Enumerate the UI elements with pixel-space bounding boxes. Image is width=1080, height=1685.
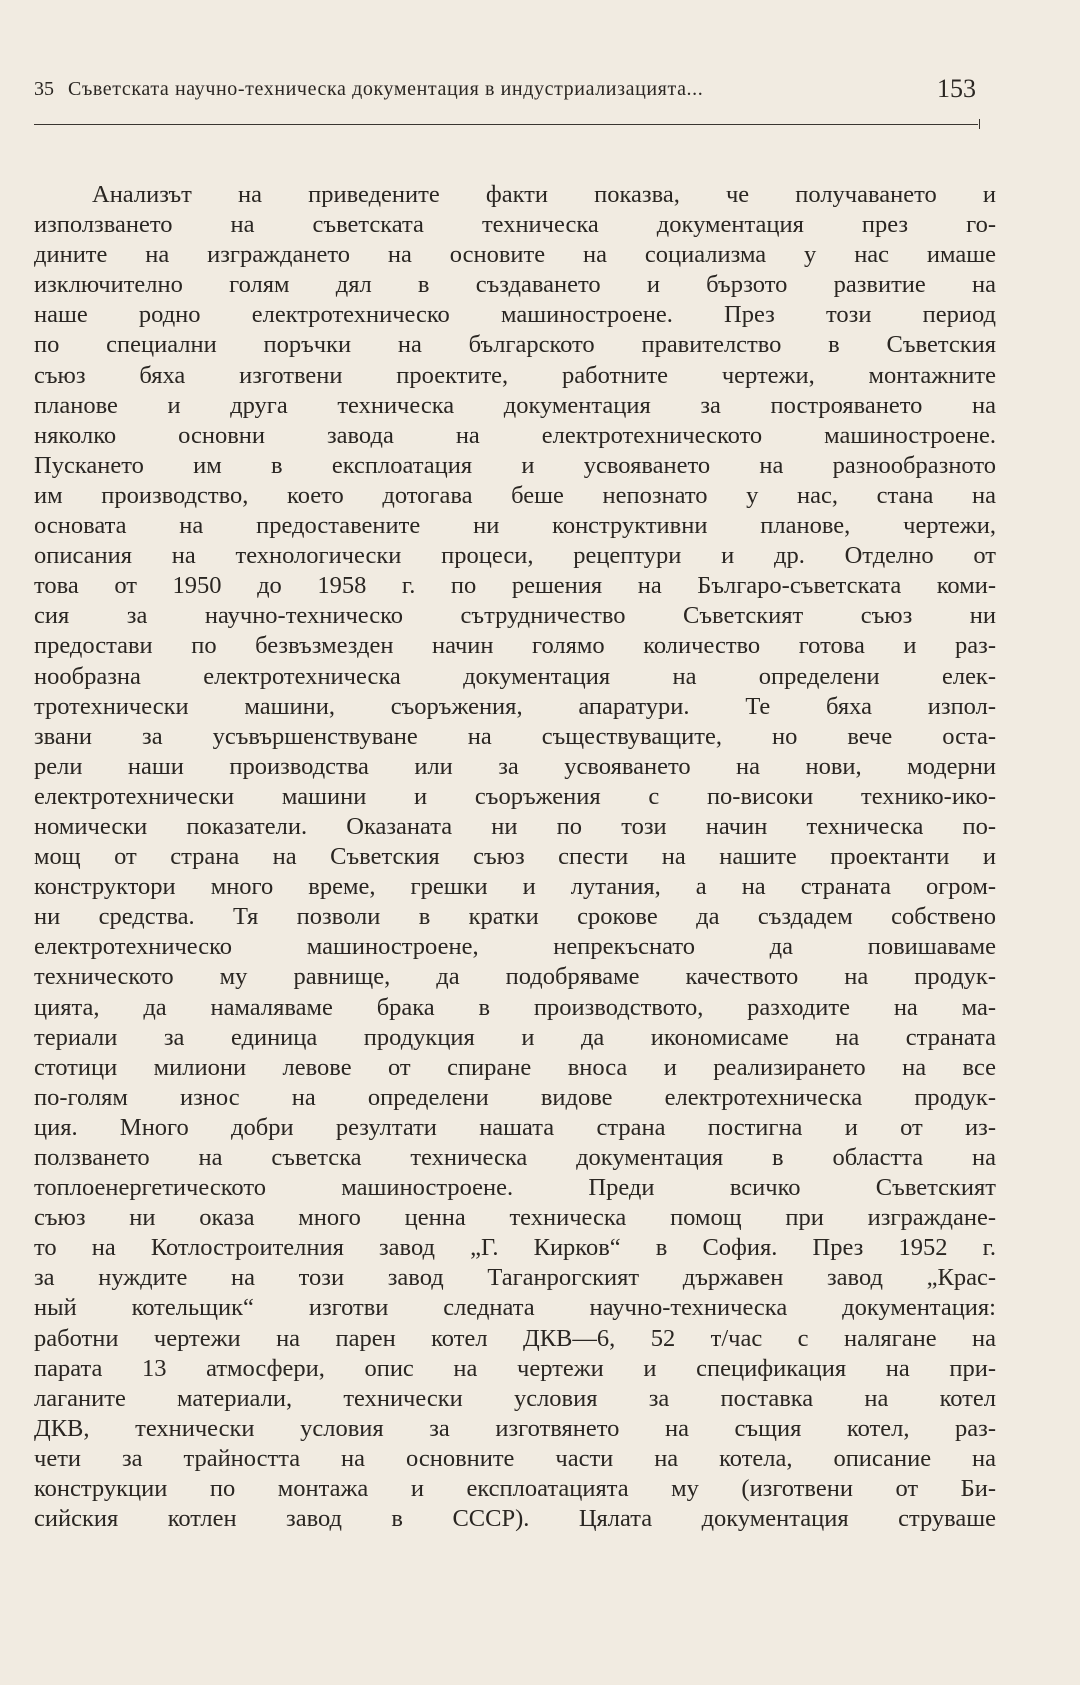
text-line: конструкции по монтажа и експлоатацията му (изготвени от Би- [34, 1475, 996, 1503]
chapter-number: 35 [34, 78, 54, 100]
text-line: няколко основни завода на електротехническото машиностроене. [34, 421, 996, 449]
text-line: териали за единица продукция и да икономисаме на страната [34, 1023, 996, 1051]
page-number: 153 [937, 74, 976, 103]
text-line: съюз ни оказа много ценна техническа помощ при изграждане- [34, 1204, 996, 1232]
text-line: техническото му равнище, да подобряваме качеството на продук- [34, 963, 996, 991]
text-line: за нуждите на този завод Таганрогският държавен завод „Крас- [34, 1264, 996, 1292]
text-line: използването на съветската техническа документация през го- [34, 211, 996, 239]
text-line: електротехническо машиностроене, непрекъснато да повишаваме [34, 933, 996, 961]
running-header [34, 74, 982, 112]
body-text [34, 180, 996, 1534]
text-line: дините на изграждането на основите на социализма у нас имаше [34, 241, 996, 269]
text-line: Анализът на приведените факти показва, че получаването и [92, 181, 996, 208]
text-line: ный котельщик“ изготви следната научно-техническа документация: [34, 1294, 996, 1322]
text-line: ДКВ, технически условия за изготвянето на същия котел, раз- [34, 1414, 996, 1442]
text-line: лаганите материали, технически условия за поставка на котел [34, 1384, 996, 1412]
text-line: цията, да намаляваме брака в производството, разходите на ма- [34, 993, 996, 1021]
text-line: то на Котлостроителния завод „Г. Кирков“ в София. През 1952 г. [34, 1234, 996, 1262]
text-line: парата 13 атмосфери, опис на чертежи и спецификация на при- [34, 1354, 996, 1382]
text-line: ция. Много добри резултати нашата страна постигна и от из- [34, 1113, 996, 1141]
text-line: мощ от страна на Съветския съюз спести на нашите проектанти и [34, 843, 996, 871]
text-line: планове и друга техническа документация за построяването на [34, 391, 996, 419]
text-line: рели наши производства или за усвояването на нови, модерни [34, 752, 996, 780]
text-line: ползването на съветска техническа документация в областта на [34, 1144, 996, 1171]
text-line: наше родно електротехническо машиностроене. През този период [34, 301, 996, 329]
running-title: Съветската научно-техническа документация в индустриализацията... [68, 78, 704, 100]
text-line: чети за трайността на основните части на котела, описание на [34, 1444, 996, 1472]
text-line: нообразна електротехническа документация на определени елек- [34, 662, 996, 690]
text-line: работни чертежи на парен котел ДКВ—6, 52 т/час с налягане на [34, 1324, 996, 1352]
text-line: сия за научно-техническо сътрудничество Съветският съюз ни [34, 602, 996, 630]
header-rule-end-tick [979, 119, 980, 129]
text-line: предостави по безвъзмезден начин голямо количество готова и раз- [34, 632, 996, 660]
text-line: номически показатели. Оказаната ни по този начин техническа по- [34, 812, 996, 840]
text-line: звани за усъвършенствуване на съществуващите, но вече оста- [34, 722, 996, 750]
text-line: Пускането им в експлоатация и усвояването на разнообразното [34, 451, 996, 479]
text-line: по специални поръчки на българското правителство в Съветския [34, 331, 996, 359]
text-line: топлоенергетическото машиностроене. Преди всичко Съветският [34, 1174, 996, 1202]
text-line: им производство, което дотогава беше непознато у нас, стана на [34, 481, 996, 509]
text-line: стотици милиони левове от спиране вноса и реализирането на все [34, 1053, 996, 1081]
text-line: съюз бяха изготвени проектите, работните чертежи, монтажните [34, 361, 996, 389]
text-line: това от 1950 до 1958 г. по решения на Българо-съветската коми- [34, 572, 996, 600]
text-line: основата на предоставените ни конструктивни планове, чертежи, [34, 512, 996, 540]
text-line: електротехнически машини и съоръжения с по-високи технико-ико- [34, 782, 996, 810]
text-line: сийския котлен завод в СССР). Цялата документация струваше [34, 1505, 996, 1533]
text-line: конструктори много време, грешки и лутания, а на страната огром- [34, 873, 996, 901]
text-line: изключително голям дял в създаването и бързото развитие на [34, 271, 996, 299]
text-line: описания на технологически процеси, рецептури и др. Отделно от [34, 542, 996, 570]
text-line: по-голям износ на определени видове електротехническа продук- [34, 1083, 996, 1111]
header-rule [34, 124, 978, 125]
text-line: тротехнически машини, съоръжения, апаратури. Те бяха изпол- [34, 692, 996, 720]
text-line: ни средства. Тя позволи в кратки срокове да създадем собствено [34, 903, 996, 931]
